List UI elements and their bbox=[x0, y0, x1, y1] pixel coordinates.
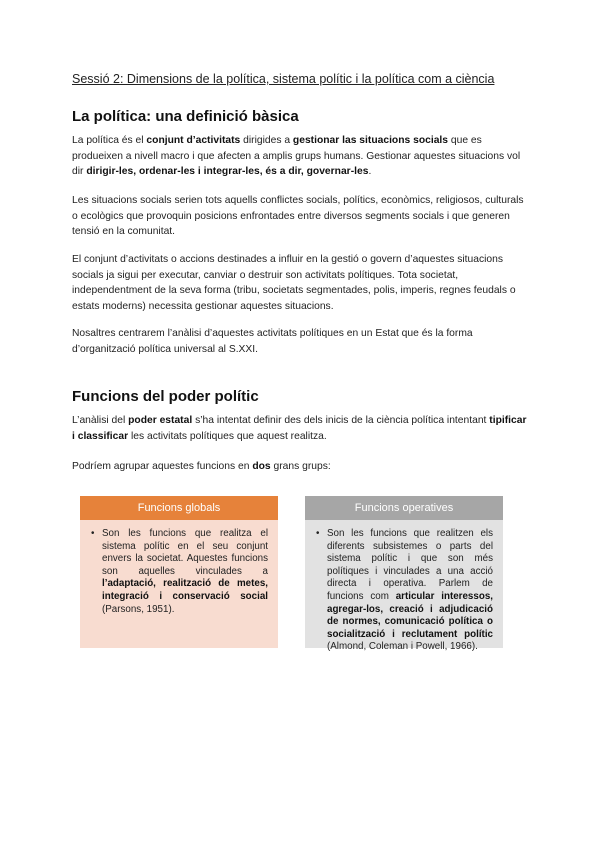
paragraph-state-power: L’anàlisi del poder estatal s’ha intentat definir des dels inicis de la ciència política intentant tipificar i classificar les activitats polítiques que aquest realitza. bbox=[72, 415, 527, 442]
paragraph-social-situations: Les situacions socials serien tots aquells conflictes socials, polítics, econòmics, religiosos, culturals o ecològics que provoquin posicions enfrontades entre diversos segments socials i que generen tensió en la comunitat. bbox=[72, 195, 524, 238]
paragraph-two-groups: Podríem agrupar aquestes funcions en dos grans grups: bbox=[72, 461, 331, 472]
paragraph-political-activities: El conjunt d’activitats o accions destinades a influir en la gestió o govern d’aquestes situacions socials ja sigui per executar, canviar o destruir son activitats polítiques. Tota societat, independentment de la seva forma (tribu, societats segmentades, polis, imperis, regnes feudals o estats moderns) necessita gestionar aquestes situacions. bbox=[72, 254, 516, 312]
global-functions-body bbox=[80, 520, 278, 648]
bullet-icon: • bbox=[316, 528, 320, 539]
global-functions-box bbox=[80, 496, 278, 648]
operative-functions-title: Funcions operatives bbox=[305, 496, 503, 520]
section-heading-politics: La política: una definició bàsica bbox=[72, 108, 299, 125]
operative-functions-body bbox=[305, 520, 503, 653]
paragraph-definition: La política és el conjunt d’activitats dirigides a gestionar las situacions socials que es produeixen a nivell macro i que afecten a amplis grups humans. Gestionar aquestes situacions vol dir dirigir-les, ordenar-les i integrar-les, és a dir, governar-les. bbox=[72, 135, 521, 178]
global-functions-item: • Son les funcions que realitza el sistema polític en el seu conjunt envers la societat. Aquestes funcions son aquelles vinculades a l’adaptació, realització de metes, integració i conservació social (Parsons, 1951). bbox=[91, 528, 268, 615]
section-heading-functions: Funcions del poder polític bbox=[72, 388, 259, 405]
operative-functions-box bbox=[305, 496, 503, 653]
global-functions-title: Funcions globals bbox=[80, 496, 278, 520]
paragraph-state-focus: Nosaltres centrarem l’anàlisi d’aquestes activitats polítiques en un Estat que és la forma d’organització política universal al S.XXI. bbox=[72, 328, 473, 355]
bullet-icon: • bbox=[91, 528, 95, 539]
session-title: Sessió 2: Dimensions de la política, sistema polític i la política com a ciència bbox=[72, 72, 495, 86]
operative-functions-item: • Son les funcions que realitzen els diferents subsistemes o parts del sistema polític i que son més polítiques i vinculades a una acció directa i operativa. Parlem de funcions com articular interessos, agregar-los, creació i adjudicació de normes, comunicació política o socialització i reclutament polític (Almond, Coleman i Powell, 1966). bbox=[316, 528, 493, 653]
